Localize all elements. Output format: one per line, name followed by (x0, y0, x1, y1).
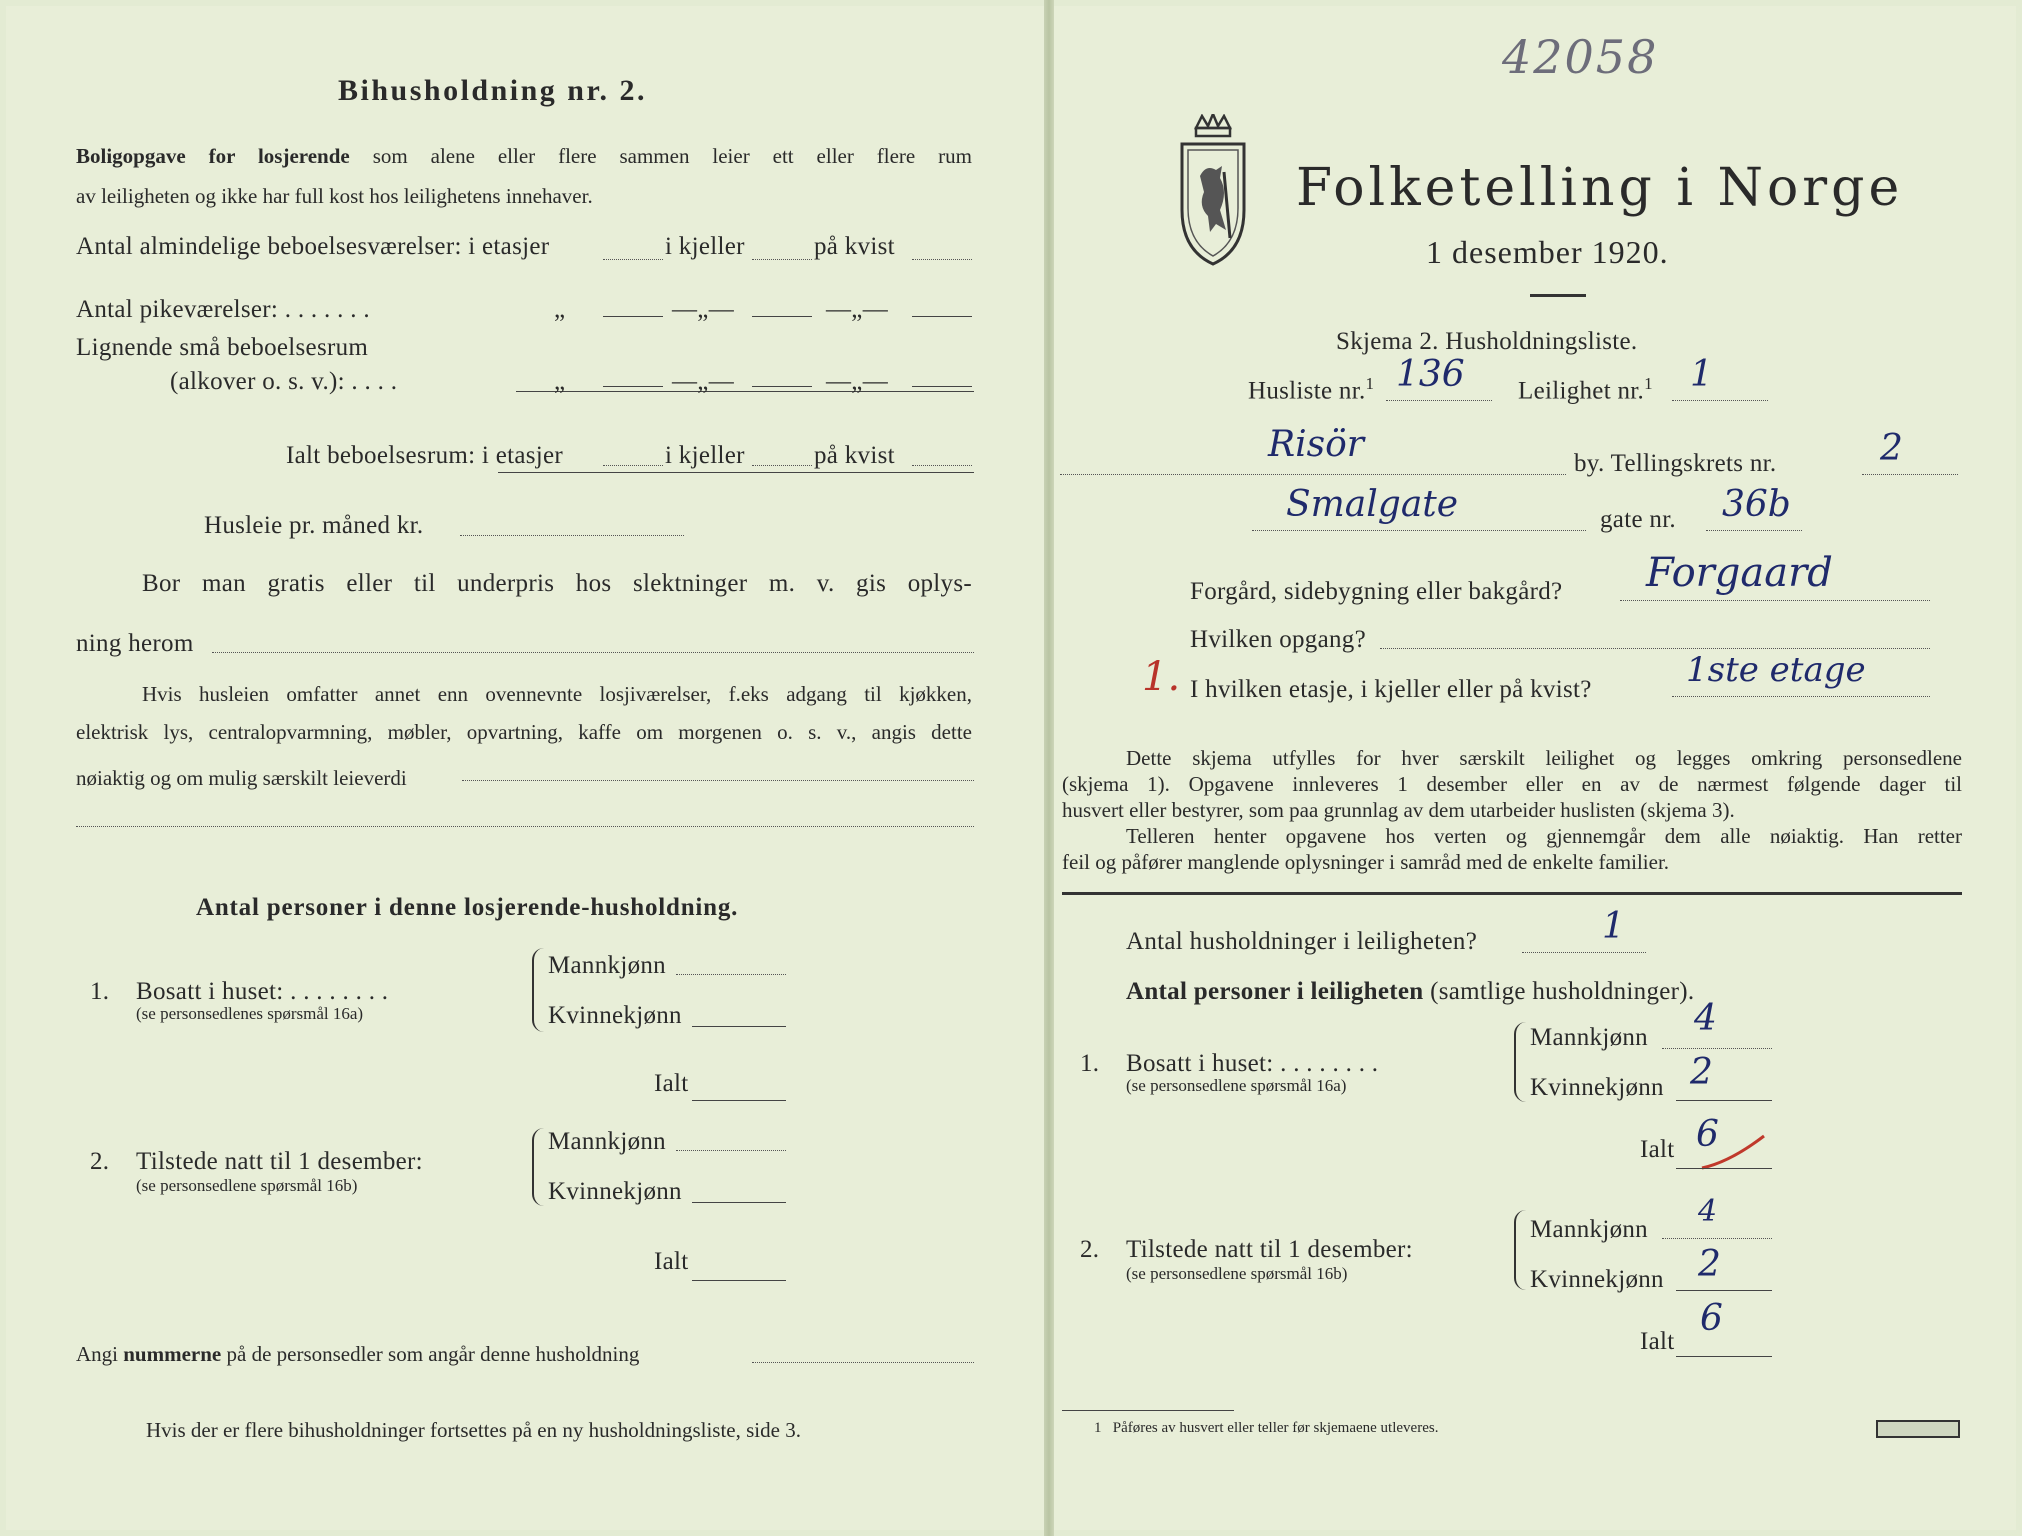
almindelige-kjeller-field[interactable] (752, 259, 812, 260)
left-q2-kvinne-field[interactable] (692, 1202, 786, 1203)
ialt-rum-etasjer-field[interactable] (603, 465, 663, 466)
alkover-kvist-field[interactable] (912, 386, 972, 387)
gratis-line-1: Bor man gratis eller til underpris hos slektninger m. v. gis oplys- (142, 570, 972, 597)
left-title: Bihusholdning nr. 2. (338, 74, 648, 107)
left-q2-number: 2. (90, 1148, 110, 1175)
gatenr-field[interactable] (1706, 530, 1802, 531)
right-q1-ialt-value: 6 (1696, 1114, 1719, 1155)
pike-ditto-kjeller: —„— (672, 296, 734, 323)
page-fold (1044, 0, 1054, 1536)
husleie-field[interactable] (460, 535, 684, 536)
antal-pers-bold: Antal personer i leiligheten (1126, 978, 1424, 1005)
right-q1-ialt-label: Ialt (1640, 1136, 1675, 1163)
angi-bold: nummerne (123, 1342, 222, 1366)
almindelige-label: Antal almindelige beboelsesværelser: i etasjer (76, 233, 550, 260)
leilighet-field[interactable] (1672, 400, 1768, 401)
right-q1-kvinne-value: 2 (1690, 1052, 1713, 1093)
right-q2-ialt-value: 6 (1700, 1298, 1723, 1339)
antal-pers-heading (1126, 978, 1694, 1006)
pike-ditto: „ (554, 296, 566, 323)
pike-kjeller-field[interactable] (752, 316, 812, 317)
etasje-value: 1ste etage (1686, 650, 1866, 690)
ialt-rum-kvist-label: på kvist (814, 442, 895, 469)
left-q2-ialt-field[interactable] (692, 1280, 786, 1281)
norway-coat-of-arms-icon (1176, 114, 1250, 266)
angi-pre: Angi (76, 1342, 118, 1366)
left-q1-kvinne-label: Kvinnekjønn (548, 1002, 682, 1029)
left-q2-ialt-label: Ialt (654, 1248, 689, 1275)
leieverdi-field[interactable] (462, 780, 974, 781)
gratis-line-2: ning herom (76, 630, 194, 657)
right-q2-mann-value: 4 (1698, 1194, 1718, 1229)
angi-field[interactable] (752, 1362, 974, 1363)
title-rule (1530, 294, 1586, 297)
ialt-rum-kjeller-label: i kjeller (665, 442, 745, 469)
gate-label: gate nr. (1600, 506, 1676, 533)
pike-label: Antal pikeværelser: . . . . . . . (76, 296, 370, 323)
right-q1-sub: (se personsedlene spørsmål 16a) (1126, 1076, 1347, 1095)
antal-hush-field[interactable] (1522, 952, 1646, 953)
left-q1-sub: (se personsedlenes spørsmål 16a) (136, 1004, 364, 1023)
intro-line-1 (76, 144, 972, 169)
right-q1-label: Bosatt i huset: . . . . . . . . (1126, 1050, 1379, 1077)
right-q1-kvinne-label: Kvinnekjønn (1530, 1074, 1664, 1101)
footnote-text: Påføres av husvert eller teller før skjemaene utleveres. (1112, 1420, 1439, 1436)
right-q2-brace (1514, 1210, 1526, 1290)
lignende-label: Lignende små beboelsesrum (76, 334, 369, 361)
footnote-line (1094, 1420, 1438, 1437)
forgaard-field[interactable] (1620, 600, 1930, 601)
alkover-underline (516, 391, 974, 392)
hvis-line-2: elektrisk lys, centralopvarmning, møbler, opvartning, kaffe om morgenen o. s. v., angis dette (76, 720, 972, 744)
ialt-rum-kvist-field[interactable] (912, 465, 972, 466)
left-q1-label: Bosatt i huset: . . . . . . . . (136, 978, 389, 1005)
footnote-number: 1 (1094, 1420, 1102, 1436)
forgaard-value: Forgaard (1646, 550, 1833, 596)
ialt-rum-double-underline (498, 472, 974, 473)
instructions-rule (1062, 892, 1962, 895)
leieverdi-field-2[interactable] (76, 826, 974, 827)
gratis-field[interactable] (212, 652, 974, 653)
right-q1-mann-value: 4 (1694, 998, 1717, 1039)
almindelige-kvist-field[interactable] (912, 259, 972, 260)
alkover-label: (alkover o. s. v.): . . . . (170, 368, 398, 395)
by-label: by. Tellingskrets nr. (1574, 450, 1777, 477)
by-value: Risör (1268, 424, 1364, 465)
left-antal-heading: Antal personer i denne losjerende-husholdning. (196, 894, 739, 921)
etasje-label: I hvilken etasje, i kjeller eller på kvist? (1190, 676, 1592, 703)
right-q2-ialt-field[interactable] (1676, 1356, 1772, 1357)
alkover-ditto-kjeller: —„— (672, 368, 734, 395)
right-q2-mann-label: Mannkjønn (1530, 1216, 1648, 1243)
gatenr-value: 36b (1722, 484, 1791, 525)
intro-line-2: av leiligheten og ikke har full kost hos leilighetens innehaver. (76, 184, 593, 208)
right-q2-ialt-label: Ialt (1640, 1328, 1675, 1355)
dette-line-2: (skjema 1). Opgavene innleveres 1 desember eller en av de nærmest følgende dager til (1062, 772, 1962, 796)
footnote-rule (1062, 1410, 1234, 1411)
left-q1-ialt-label: Ialt (654, 1070, 689, 1097)
dette-line-1: Dette skjema utfylles for hver særskilt leilighet og legges omkring personsedlene (1126, 746, 1962, 770)
left-q1-mann-field[interactable] (676, 974, 786, 975)
etasje-field[interactable] (1672, 696, 1930, 697)
husliste-text: Husliste nr. (1248, 377, 1366, 405)
by-field[interactable] (1060, 474, 1566, 475)
hvis-line-3: nøiaktig og om mulig særskilt leieverdi (76, 766, 407, 790)
husliste-label (1248, 374, 1374, 405)
gate-value: Smalgate (1286, 484, 1459, 525)
leilighet-value: 1 (1690, 354, 1713, 395)
right-title: Folketelling i Norge (1296, 158, 1904, 218)
alkover-ditto-kvist: —„— (826, 368, 888, 395)
left-q2-mann-label: Mannkjønn (548, 1128, 666, 1155)
alkover-etasjer-field[interactable] (603, 386, 663, 387)
right-q2-kvinne-label: Kvinnekjønn (1530, 1266, 1664, 1293)
right-q1-ialt-field[interactable] (1676, 1168, 1772, 1169)
right-q1-brace (1514, 1022, 1526, 1102)
telleren-line-2: feil og påfører manglende oplysninger i samråd med de enkelte familier. (1062, 850, 1670, 874)
right-q2-number: 2. (1080, 1236, 1100, 1263)
right-q2-label: Tilstede natt til 1 desember: (1126, 1236, 1413, 1263)
opgang-label: Hvilken opgang? (1190, 626, 1366, 653)
antal-hush-value: 1 (1602, 906, 1625, 947)
pike-etasjer-field[interactable] (603, 316, 663, 317)
right-q2-kvinne-value: 2 (1698, 1244, 1721, 1285)
right-date: 1 desember 1920. (1426, 234, 1669, 270)
dette-line-3: husvert eller bestyrer, som paa grunnlag av dem utarbeider huslisten (skjema 3). (1062, 798, 1735, 822)
husliste-field[interactable] (1386, 400, 1492, 401)
right-q1-mann-label: Mannkjønn (1530, 1024, 1648, 1051)
ialt-rum-label: Ialt beboelsesrum: i etasjer (286, 442, 564, 469)
right-q1-mann-field[interactable] (1662, 1048, 1772, 1049)
left-q2-kvinne-label: Kvinnekjønn (548, 1178, 682, 1205)
hvis-line-1: Hvis husleien omfatter annet enn ovennevnte losjiværelser, f.eks adgang til kjøkken, (142, 682, 972, 706)
angi-rest: på de personsedler som angår denne husholdning (226, 1342, 640, 1366)
intro-rest: som alene eller flere sammen leier ett eller flere rum (372, 144, 973, 168)
husliste-footnote-mark: 1 (1365, 374, 1375, 393)
left-q2-brace (532, 1128, 544, 1206)
pike-ditto-kvist: —„— (826, 296, 888, 323)
archive-number: 42058 (1502, 30, 1659, 84)
opgang-field[interactable] (1380, 648, 1930, 649)
right-q2-mann-field[interactable] (1662, 1238, 1772, 1239)
krets-field[interactable] (1862, 474, 1958, 475)
printer-stamp (1876, 1420, 1960, 1438)
alkover-kjeller-field[interactable] (752, 386, 812, 387)
left-q1-kvinne-field[interactable] (692, 1026, 786, 1027)
left-q2-label: Tilstede natt til 1 desember: (136, 1148, 423, 1175)
angi-line (76, 1342, 639, 1367)
left-q1-mann-label: Mannkjønn (548, 952, 666, 979)
antal-hush-label: Antal husholdninger i leiligheten? (1126, 928, 1478, 955)
leilighet-text: Leilighet nr. (1518, 377, 1645, 405)
forgaard-label: Forgård, sidebygning eller bakgård? (1190, 578, 1563, 605)
telleren-line-1: Telleren henter opgavene hos verten og gjennemgår dem alle nøiaktig. Han retter (1126, 824, 1962, 848)
right-q1-kvinne-field[interactable] (1676, 1100, 1772, 1101)
right-q2-kvinne-field[interactable] (1676, 1290, 1772, 1291)
alkover-ditto: „ (554, 368, 566, 395)
pike-kvist-field[interactable] (912, 316, 972, 317)
krets-value: 2 (1880, 428, 1903, 469)
left-q1-ialt-field[interactable] (692, 1100, 786, 1101)
skjema-label: Skjema 2. Husholdningsliste. (1336, 328, 1638, 355)
antal-pers-rest: (samtlige husholdninger). (1430, 978, 1695, 1005)
ialt-rum-kjeller-field[interactable] (752, 465, 812, 466)
right-q2-sub: (se personsedlene spørsmål 16b) (1126, 1264, 1348, 1283)
leilighet-label (1518, 374, 1653, 405)
husleie-label: Husleie pr. måned kr. (204, 512, 424, 539)
intro-bold: Boligopgave for losjerende (76, 144, 350, 168)
husliste-value: 136 (1396, 354, 1465, 395)
almindelige-etasjer-field[interactable] (603, 259, 663, 260)
almindelige-kjeller-label: i kjeller (665, 233, 745, 260)
left-q2-sub: (se personsedlene spørsmål 16b) (136, 1176, 358, 1195)
left-q1-number: 1. (90, 978, 110, 1005)
right-q1-number: 1. (1080, 1050, 1100, 1077)
red-check-mark-icon (1700, 1132, 1766, 1172)
left-q2-mann-field[interactable] (676, 1150, 786, 1151)
leilighet-footnote-mark: 1 (1644, 374, 1653, 393)
etasje-red-mark: 1. (1142, 654, 1181, 700)
almindelige-kvist-label: på kvist (814, 233, 895, 260)
left-q1-brace (532, 948, 544, 1032)
gate-field[interactable] (1252, 530, 1586, 531)
left-footer: Hvis der er flere bihusholdninger fortsettes på en ny husholdningsliste, side 3. (146, 1418, 801, 1442)
